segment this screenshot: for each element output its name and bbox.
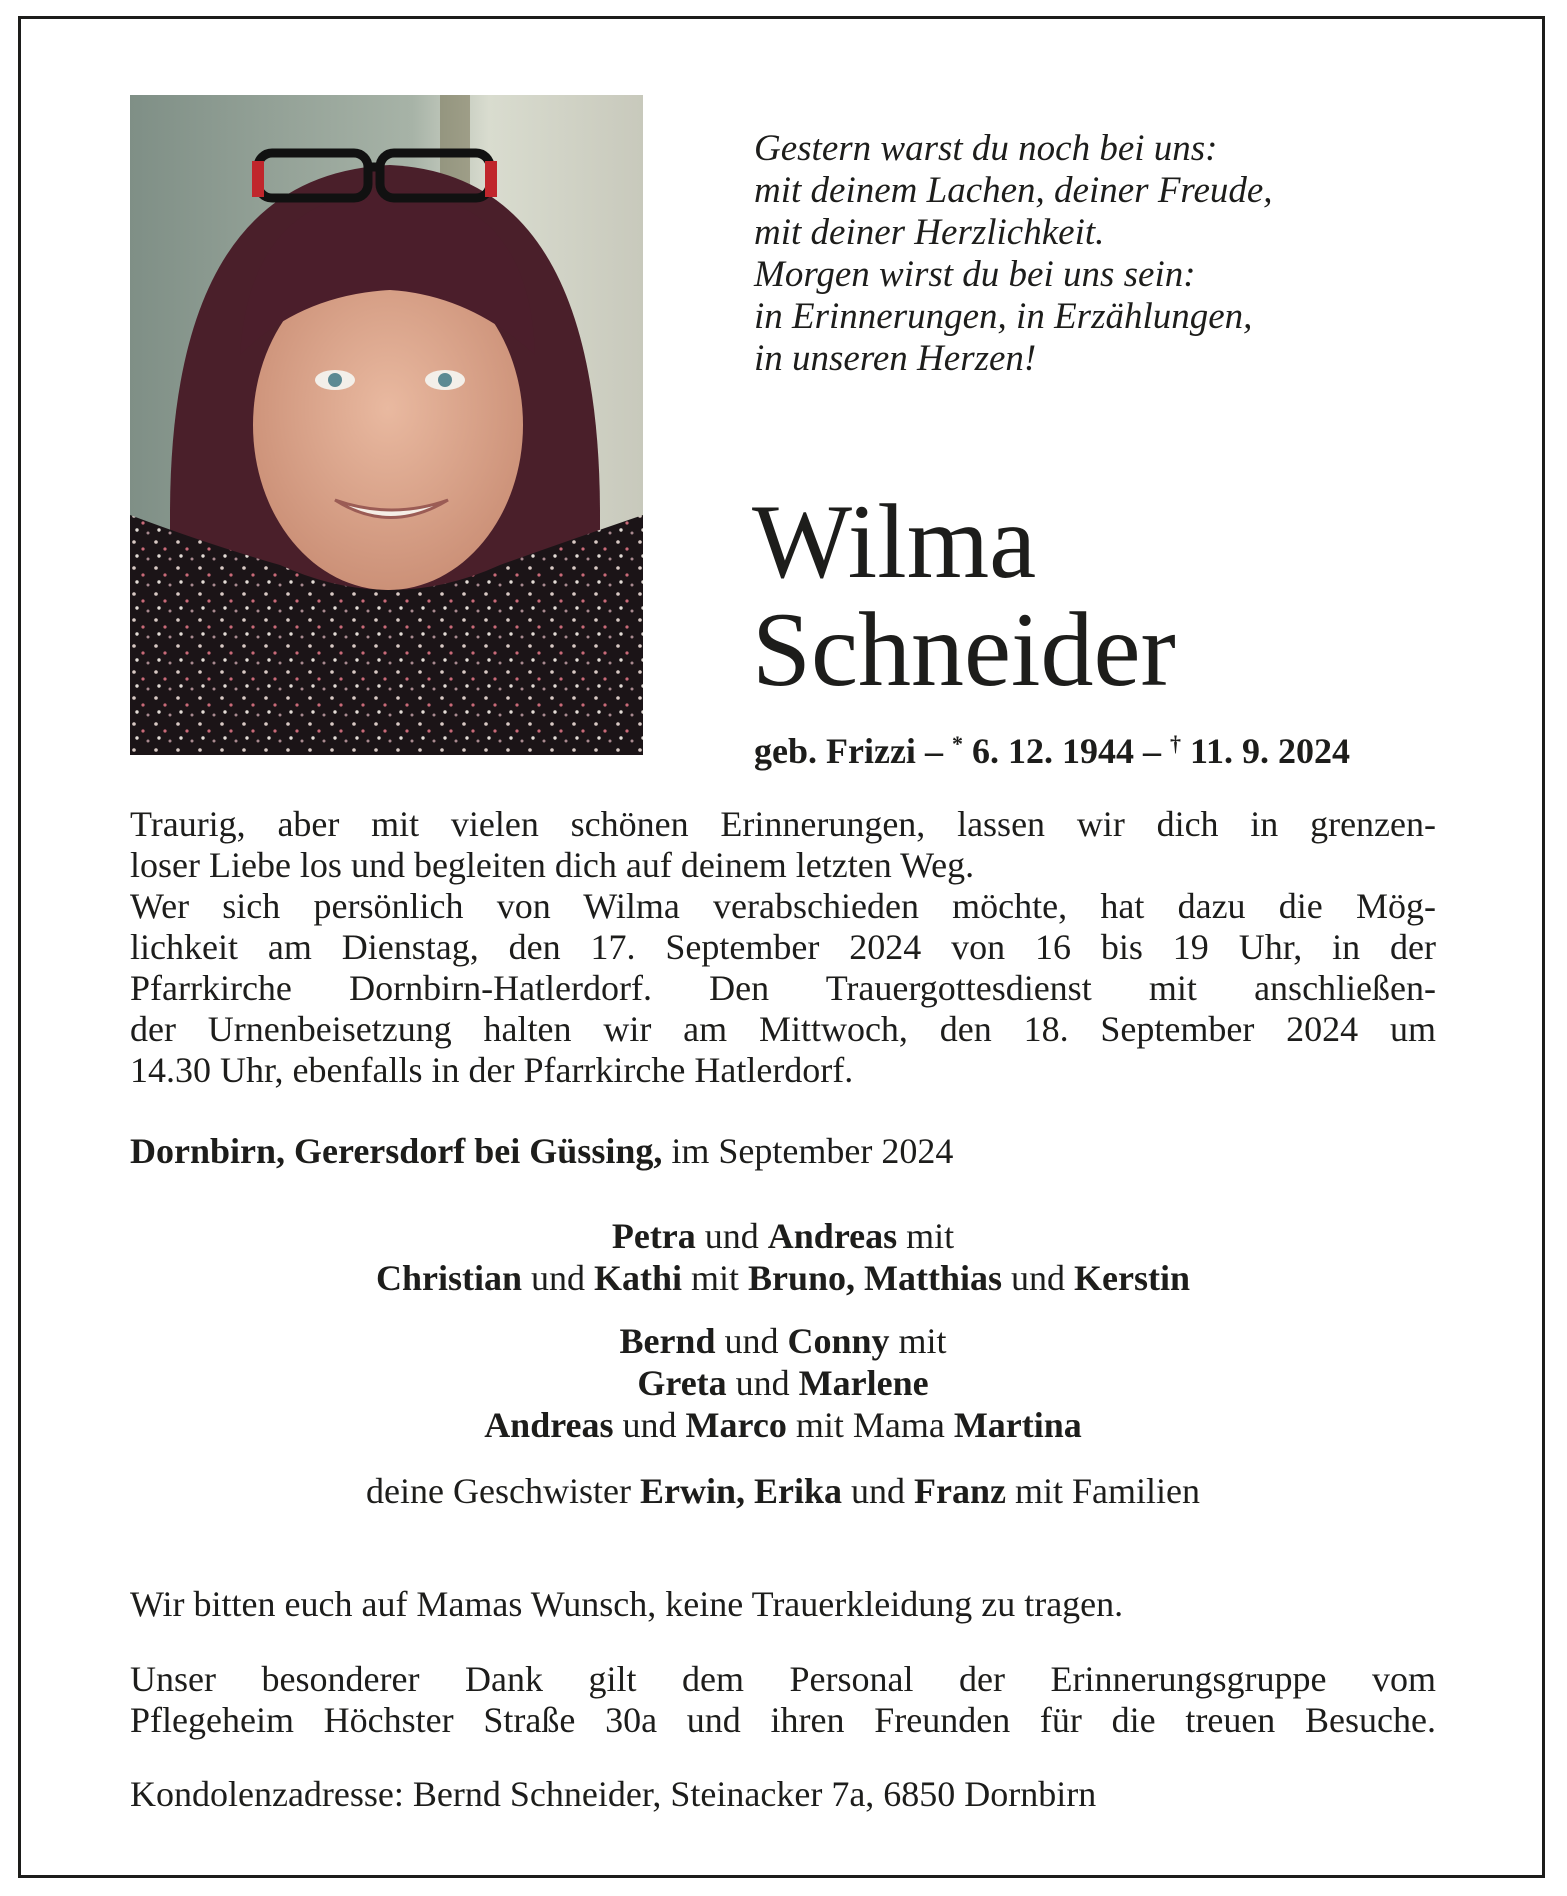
portrait-photo: [130, 95, 643, 755]
connector: und: [704, 1216, 759, 1256]
connector: und: [1011, 1258, 1066, 1298]
announcement-line: der Urnenbeisetzung halten wir am Mittwoch, den 18. September 2024 um: [130, 1009, 1436, 1049]
maiden-name: geb. Frizzi: [754, 731, 916, 771]
family-name: Martina: [953, 1405, 1082, 1445]
family-line: [130, 1257, 1436, 1299]
family-name: Marlene: [798, 1363, 929, 1403]
connector: deine Geschwister: [366, 1471, 631, 1511]
poem-line: Morgen wirst du bei uns sein:: [754, 254, 1196, 295]
family-name: Kathi: [593, 1258, 682, 1298]
born-symbol: *: [951, 731, 963, 756]
connector: mit Mama: [795, 1405, 945, 1445]
family-name: Andreas: [767, 1216, 898, 1256]
family-name: Bernd: [619, 1321, 716, 1361]
separator: –: [924, 731, 943, 771]
poem-line: in Erinnerungen, in Erzählungen,: [754, 296, 1253, 337]
deceased-name: [752, 483, 1176, 708]
condolence-address: Kondolenzadresse: Bernd Schneider, Steinacker 7a, 6850 Dornbirn: [130, 1774, 1097, 1814]
connector: und: [735, 1363, 790, 1403]
thanks-text: [130, 1659, 1436, 1741]
connector: mit: [898, 1321, 947, 1361]
connector: mit: [691, 1258, 740, 1298]
month-year: im September 2024: [671, 1131, 954, 1171]
announcement-line: 14.30 Uhr, ebenfalls in der Pfarrkirche Hatlerdorf.: [130, 1050, 854, 1090]
clothing-request: Wir bitten euch auf Mamas Wunsch, keine Trauerkleidung zu tragen.: [130, 1584, 1124, 1624]
death-symbol: †: [1169, 731, 1181, 756]
family-name: Christian: [375, 1258, 522, 1298]
first-name: Wilma: [752, 483, 1037, 600]
connector: mit Familien: [1014, 1471, 1200, 1511]
family-group-2: [130, 1320, 1436, 1446]
announcement-text: [130, 804, 1436, 1091]
birth-date: 6. 12. 1944: [971, 731, 1134, 771]
announcement-line: Traurig, aber mit vielen schönen Erinnerungen, lassen wir dich in grenzen-: [130, 804, 1436, 844]
poem-line: mit deinem Lachen, deiner Freude,: [754, 170, 1273, 211]
family-name: Kerstin: [1074, 1258, 1191, 1298]
family-name: Bruno, Matthias: [748, 1258, 1003, 1298]
thanks-line: Unser besonderer Dank gilt dem Personal der Erinnerungsgruppe vom: [130, 1659, 1436, 1699]
connector: und: [622, 1405, 677, 1445]
places: Dornbirn, Gerersdorf bei Güssing,: [130, 1131, 663, 1171]
announcement-line: Pfarrkirche Dornbirn-Hatlerdorf. Den Trauergottesdienst mit anschließen-: [130, 968, 1436, 1008]
family-line: [130, 1320, 1436, 1362]
connector: und: [850, 1471, 905, 1511]
family-name: Andreas: [484, 1405, 614, 1445]
siblings-line: [130, 1470, 1436, 1512]
poem-line: in unseren Herzen!: [754, 338, 1037, 379]
death-date: 11. 9. 2024: [1189, 731, 1350, 771]
family-line: [130, 1362, 1436, 1404]
thanks-line: Pflegeheim Höchster Straße 30a und ihren Freunden für die treuen Besuche.: [130, 1700, 1436, 1740]
announcement-line: Wer sich persönlich von Wilma verabschieden möchte, hat dazu die Mög-: [130, 886, 1436, 926]
family-group-1: [130, 1215, 1436, 1299]
family-line: [130, 1215, 1436, 1257]
separator: –: [1142, 731, 1161, 771]
poem-line: mit deiner Herzlichkeit.: [754, 212, 1105, 253]
announcement-line: loser Liebe los und begleiten dich auf deinem letzten Weg.: [130, 845, 975, 885]
family-line: [130, 1404, 1436, 1446]
poem-line: Gestern warst du noch bei uns:: [754, 128, 1218, 169]
connector: und: [724, 1321, 779, 1361]
connector: mit: [906, 1216, 955, 1256]
family-name: Marco: [685, 1405, 787, 1445]
announcement-line: lichkeit am Dienstag, den 17. September 2024 von 16 bis 19 Uhr, in der: [130, 927, 1436, 967]
family-name: Petra: [611, 1216, 696, 1256]
connector: und: [530, 1258, 585, 1298]
place-date-line: [130, 1131, 1436, 1172]
family-name: Erwin, Erika: [639, 1471, 842, 1511]
family-name: Franz: [913, 1471, 1006, 1511]
last-name: Schneider: [752, 591, 1176, 708]
family-name: Conny: [787, 1321, 890, 1361]
life-dates: [754, 722, 1434, 773]
family-name: Greta: [637, 1363, 727, 1403]
memorial-poem: [754, 128, 1454, 380]
